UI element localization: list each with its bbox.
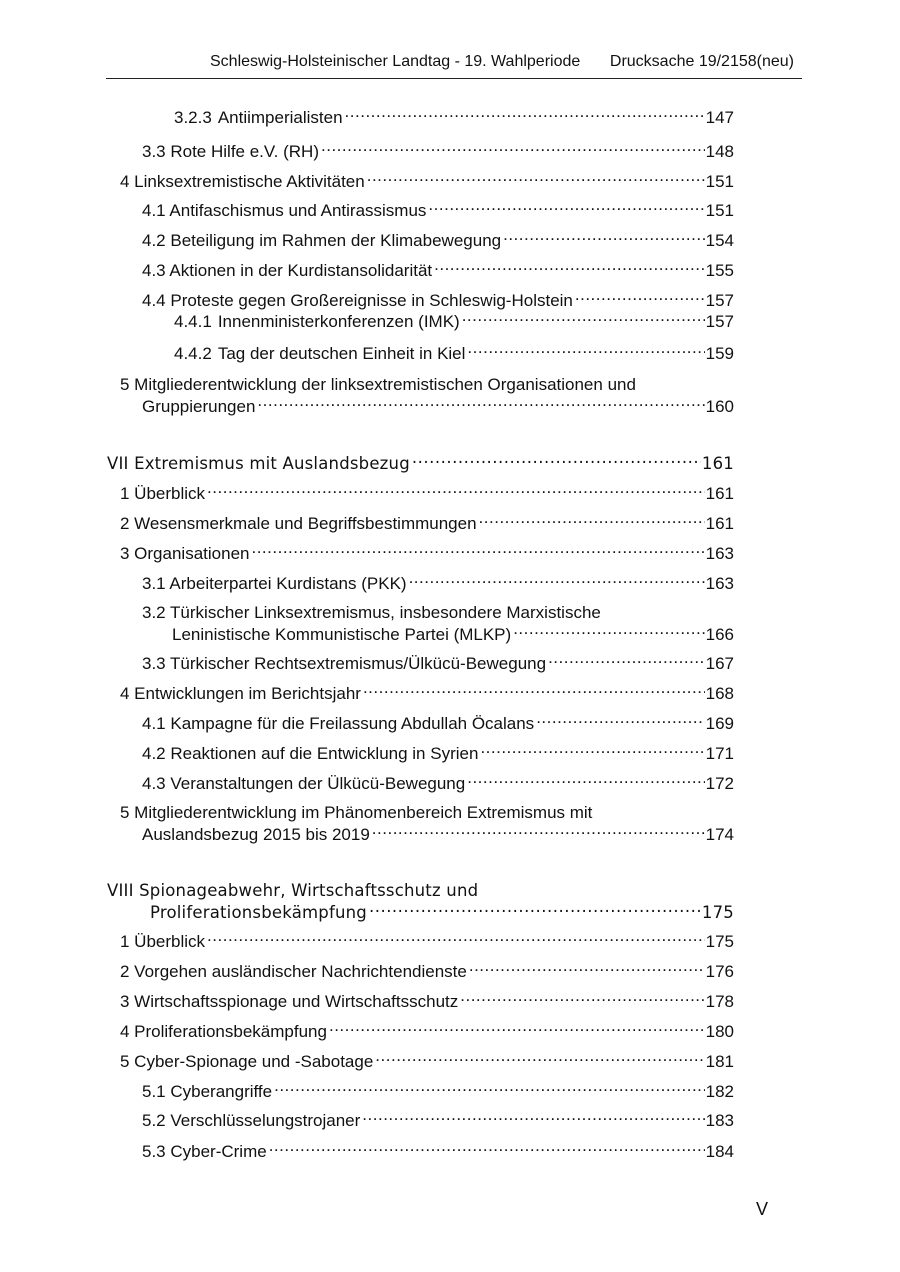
toc-entry-title: 4.4 Proteste gegen Großereignisse in Schleswig-Holstein (142, 291, 573, 310)
leader-dots (428, 200, 704, 216)
toc-entry-page: 157 (705, 291, 734, 310)
toc-entry-title: 3 Wirtschaftsspionage und Wirtschaftsschutz (120, 992, 459, 1011)
toc-entry (120, 171, 734, 193)
toc-entry-title: 1 Überblick (120, 484, 206, 503)
toc-entry-title: 1 Überblick (120, 932, 206, 951)
toc-entry (142, 1141, 734, 1163)
header-title: Schleswig-Holsteinischer Landtag - 19. Wahlperiode (210, 53, 581, 70)
leader-dots (321, 141, 705, 157)
toc-entry-title: 2 Wesensmerkmale und Begriffsbestimmungen (120, 514, 477, 533)
page-number: V (756, 1199, 769, 1219)
toc-entry-title: Leninistische Kommunistische Partei (MLKP) (172, 625, 512, 644)
toc-entry-title: 3.3 Rote Hilfe e.V. (RH) (142, 142, 319, 161)
toc-entry (142, 573, 734, 595)
leader-dots (251, 543, 704, 559)
toc-entry-page: 160 (705, 397, 734, 416)
leader-dots (434, 260, 705, 276)
toc-entry-page: 176 (705, 962, 734, 981)
leader-dots (536, 713, 704, 729)
toc-entry-title: 5.1 Cyberangriffe (142, 1082, 273, 1101)
toc-entry (142, 141, 734, 163)
leader-dots (409, 573, 705, 589)
toc-entry-title: 5 Cyber-Spionage und -Sabotage (120, 1052, 374, 1071)
toc-entry (142, 290, 734, 312)
leader-dots (513, 624, 704, 640)
toc-chapter-title-line: VIII Spionageabwehr, Wirtschaftsschutz und (107, 881, 479, 900)
toc-entry-page: 151 (705, 172, 734, 191)
toc-entry (142, 653, 734, 675)
toc-entry-number: 3.2.3 (174, 108, 212, 127)
leader-dots (467, 773, 704, 789)
leader-dots (269, 1141, 705, 1157)
toc-entry-page: 180 (705, 1022, 734, 1041)
toc-entry-page: 169 (705, 714, 734, 733)
leader-dots (362, 1110, 704, 1126)
toc-entry (142, 260, 734, 282)
leader-dots (367, 171, 705, 187)
toc-entry-title: 3.1 Arbeiterpartei Kurdistans (PKK) (142, 574, 407, 593)
leader-dots (207, 483, 705, 499)
toc-entry-title: 5.2 Verschlüsselungstrojaner (142, 1111, 361, 1130)
toc-entry (142, 602, 734, 646)
toc-entry (120, 683, 734, 705)
toc-entry (120, 513, 734, 535)
toc-entry (142, 743, 734, 765)
toc-entry-title: 5.3 Cyber-Crime (142, 1142, 267, 1161)
toc-entry-title: 4.1 Antifaschismus und Antirassismus (142, 201, 427, 220)
toc-entry-title: Auslandsbezug 2015 bis 2019 (142, 825, 370, 844)
leader-dots (345, 107, 705, 123)
toc-entry-title-line: 3.2 Türkischer Linksextremismus, insbesondere Marxistische (142, 603, 601, 622)
leader-dots (207, 931, 705, 947)
toc-entry (174, 343, 734, 365)
toc-entry-page: 175 (701, 903, 734, 922)
toc-entry-page: 147 (705, 108, 734, 127)
toc-entry-title: Innenministerkonferenzen (IMK) (217, 312, 460, 331)
toc-entry-page: 175 (705, 932, 734, 951)
toc-entry-title: 4 Proliferationsbekämpfung (120, 1022, 327, 1041)
toc-entry (142, 1110, 734, 1132)
toc-entry-page: 154 (705, 231, 734, 250)
leader-dots (575, 290, 705, 306)
toc-entry (120, 931, 734, 953)
leader-dots (369, 902, 701, 918)
toc-entry-title: Gruppierungen (142, 397, 256, 416)
toc-entry-page: 168 (705, 684, 734, 703)
toc-entry-page: 161 (701, 454, 734, 473)
toc-entry (174, 107, 734, 129)
toc-entry (174, 311, 734, 333)
leader-dots (462, 311, 705, 327)
toc-entry-page: 182 (705, 1082, 734, 1101)
toc-entry (142, 713, 734, 735)
toc-entry-title: 4.2 Beteiligung im Rahmen der Klimabewegung (142, 231, 502, 250)
toc-entry (120, 1021, 734, 1043)
toc-entry-title: 4.1 Kampagne für die Freilassung Abdullah Öcalans (142, 714, 535, 733)
leader-dots (467, 343, 704, 359)
toc-entry-page: 161 (705, 514, 734, 533)
toc-entry-page: 151 (705, 201, 734, 220)
toc-entry-page: 157 (705, 312, 734, 331)
toc-entry-page: 172 (705, 774, 734, 793)
toc-entry-title: Tag der deutschen Einheit in Kiel (217, 344, 466, 363)
leader-dots (548, 653, 705, 669)
toc-entry-title: 4.2 Reaktionen auf die Entwicklung in Syrien (142, 744, 479, 763)
toc-entry-page: 178 (705, 992, 734, 1011)
toc-entry-page: 161 (705, 484, 734, 503)
toc-entry (120, 802, 734, 846)
toc-entry (120, 961, 734, 983)
toc-entry-page: 159 (705, 344, 734, 363)
toc-entry (120, 991, 734, 1013)
toc-entry-title: Antiimperialisten (217, 108, 343, 127)
toc-entry-page: 163 (705, 544, 734, 563)
toc-entry-title: 2 Vorgehen ausländischer Nachrichtendienste (120, 962, 467, 981)
toc-entry-page: 174 (705, 825, 734, 844)
toc-entry-page: 183 (705, 1111, 734, 1130)
toc-entry-title: 3 Organisationen (120, 544, 250, 563)
toc-entry-title: 4.3 Aktionen in der Kurdistansolidarität (142, 261, 433, 280)
leader-dots (375, 1051, 704, 1067)
header-document-number: Drucksache 19/2158(neu) (609, 53, 794, 70)
toc-entry-page: 155 (705, 261, 734, 280)
toc-entry-title: 3.3 Türkischer Rechtsextremismus/Ülkücü-Bewegung (142, 654, 547, 673)
leader-dots (480, 743, 704, 759)
leader-dots (479, 513, 705, 529)
leader-dots (412, 453, 701, 469)
toc-entry (142, 1081, 734, 1103)
leader-dots (460, 991, 704, 1007)
toc-entry-page: 163 (705, 574, 734, 593)
leader-dots (469, 961, 705, 977)
toc-entry-title: 4.3 Veranstaltungen der Ülkücü-Bewegung (142, 774, 466, 793)
toc-entry-title-line: 5 Mitgliederentwicklung der linksextremistischen Organisationen und (120, 375, 636, 394)
toc-entry (120, 543, 734, 565)
toc-chapter-title: Proliferationsbekämpfung (150, 903, 367, 922)
toc-chapter-entry (107, 453, 734, 475)
leader-dots (372, 824, 705, 840)
leader-dots (274, 1081, 705, 1097)
toc-entry (120, 374, 734, 418)
toc-entry (142, 773, 734, 795)
toc-entry-page: 167 (705, 654, 734, 673)
leader-dots (503, 230, 705, 246)
toc-entry-title: 4 Entwicklungen im Berichtsjahr (120, 684, 361, 703)
toc-entry-title: 4 Linksextremistische Aktivitäten (120, 172, 365, 191)
toc-entry (120, 1051, 734, 1073)
toc-entry (142, 230, 734, 252)
toc-entry-page: 171 (705, 744, 734, 763)
toc-entry-page: 166 (705, 625, 734, 644)
toc-entry (120, 483, 734, 505)
leader-dots (363, 683, 705, 699)
toc-chapter-entry (107, 880, 734, 924)
toc-entry-number: 4.4.2 (174, 344, 212, 363)
toc-entry (142, 200, 734, 222)
toc-entry-page: 148 (705, 142, 734, 161)
toc-entry-page: 181 (705, 1052, 734, 1071)
toc-entry-number: 4.4.1 (174, 312, 212, 331)
toc-entry-title-line: 5 Mitgliederentwicklung im Phänomenbereich Extremismus mit (120, 803, 593, 822)
leader-dots (257, 396, 704, 412)
toc-entry-page: 184 (705, 1142, 734, 1161)
toc-chapter-title: VII Extremismus mit Auslandsbezug (107, 454, 410, 473)
leader-dots (329, 1021, 705, 1037)
